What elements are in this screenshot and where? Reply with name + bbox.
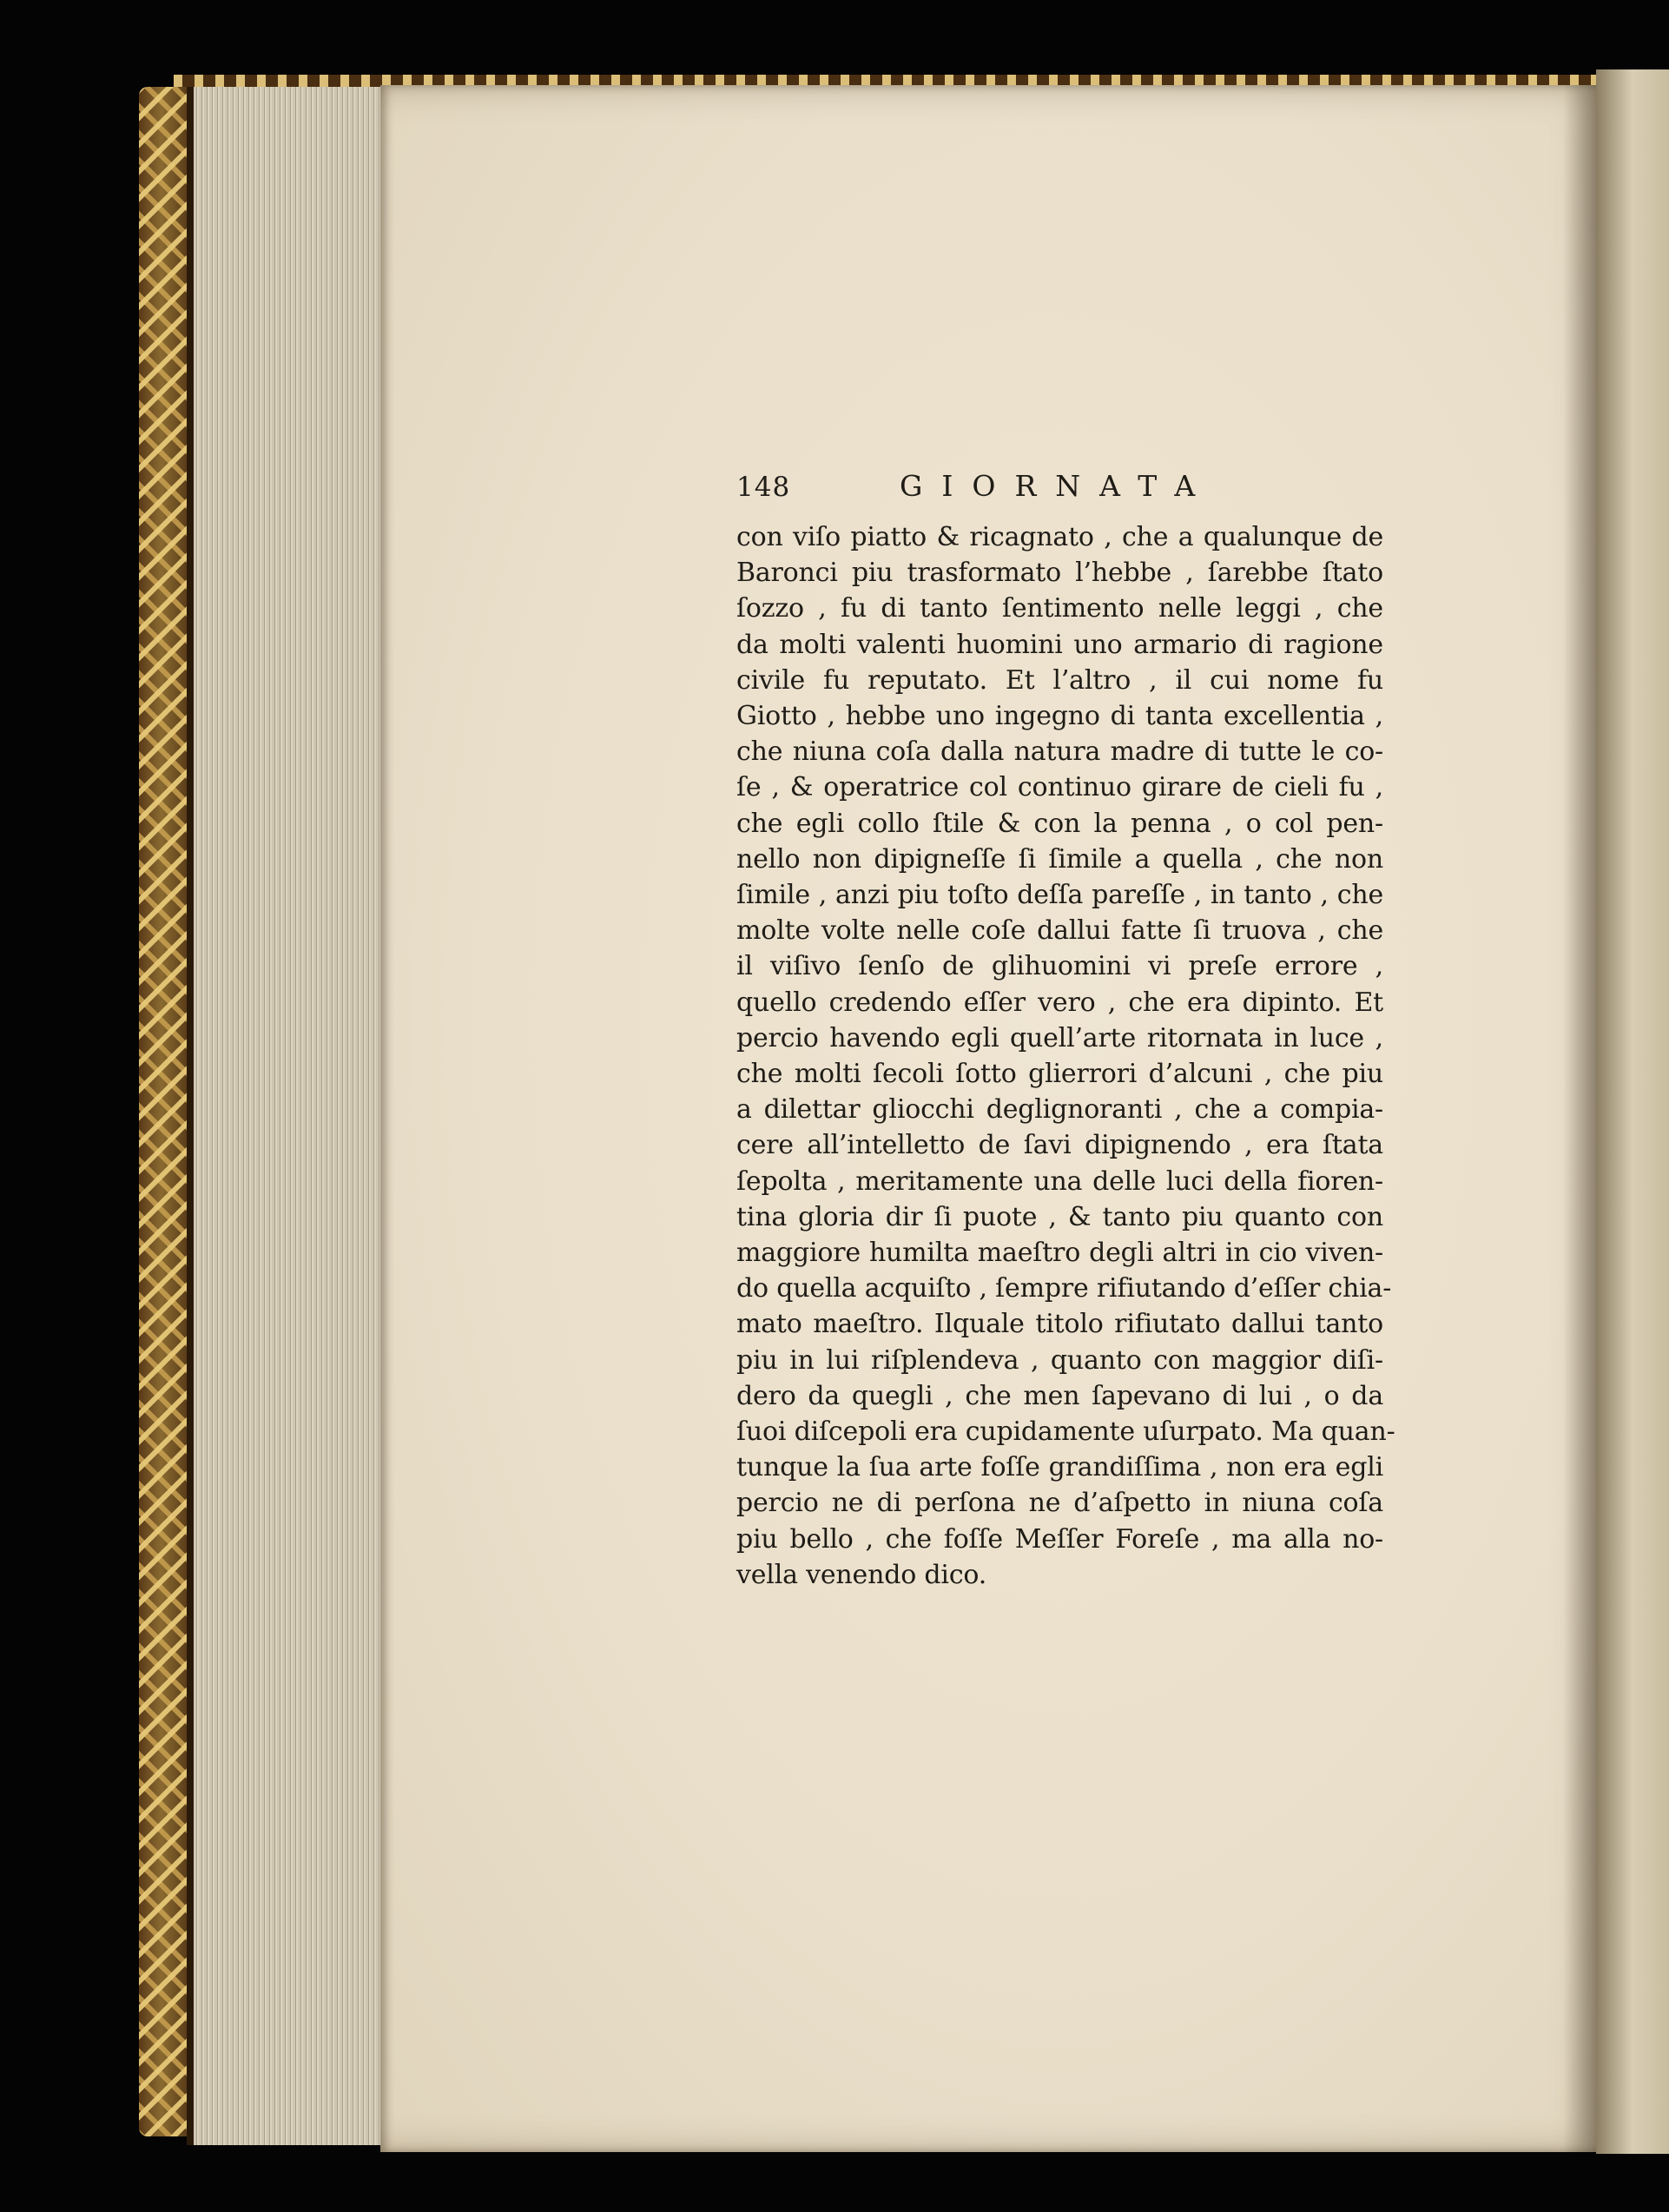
text-line: mato maeſtro. Ilquale titolo rifiutato dallui tanto	[736, 1309, 1383, 1340]
text-line: nello non dipigneſſe ſi ſimile a quella , che non	[736, 843, 1383, 875]
text-line: percio ne di perſona ne d’aſpetto in niuna coſa	[736, 1488, 1383, 1519]
text-line: tunque la ſua arte foſſe grandiſſima , non era egli	[736, 1452, 1383, 1483]
text-line: che niuna coſa dalla natura madre di tutte le co-	[736, 736, 1383, 768]
text-line: vella venendo dico.	[736, 1559, 987, 1590]
running-head-title: GIORNATA	[900, 469, 1215, 503]
text-line: do quella acquiſto , ſempre rifiutando d’eſſer chia-	[736, 1273, 1392, 1304]
page-text-block	[736, 469, 1395, 1593]
text-line: a dilettar gliocchi deglignoranti , che a compia-	[736, 1094, 1383, 1126]
text-line: ſozzo , fu di tanto ſentimento nelle leggi , che	[736, 593, 1383, 624]
text-line: che egli collo ſtile & con la penna , o col pen-	[736, 808, 1383, 839]
text-line: civile fu reputato. Et l’altro , il cui nome fu	[736, 664, 1383, 696]
text-line: percio havendo egli quell’arte ritornata in luce ,	[736, 1022, 1383, 1053]
text-line: piu bello , che foſſe Meſſer Foreſe , ma alla no-	[736, 1523, 1383, 1555]
text-line: ſimile , anzi piu toſto deſſa pareſſe , in tanto , che	[736, 880, 1383, 911]
text-line: ſe , & operatrice col continuo girare de cieli fu ,	[736, 772, 1383, 803]
text-line: tina gloria dir ſi puote , & tanto piu quanto con	[736, 1201, 1383, 1232]
page-edge-stack	[187, 87, 393, 2145]
facing-page-edge	[1596, 69, 1669, 2154]
text-line: dero da quegli , che men ſapevano di lui , o da	[736, 1380, 1383, 1411]
text-line: ſuoi diſcepoli era cupidamente uſurpato. Ma quan-	[736, 1416, 1395, 1448]
text-line: il viſivo ſenſo de glihuomini vi preſe errore ,	[736, 951, 1383, 982]
page-number: 148	[736, 472, 791, 503]
body-text	[736, 519, 1395, 1593]
running-head	[736, 469, 1383, 514]
text-line: Giotto , hebbe uno ingegno di tanta excellentia ,	[736, 701, 1383, 732]
text-line: quello credendo eſſer vero , che era dipinto. Et	[736, 987, 1383, 1018]
text-line: ſepolta , meritamente una delle luci della fioren-	[736, 1165, 1383, 1197]
text-line: Baronci piu trasformato l’hebbe , ſarebbe ſtato	[736, 558, 1383, 589]
text-line: maggiore humilta maeſtro degli altri in cio viven-	[736, 1238, 1383, 1269]
text-line: che molti ſecoli ſotto glierrori d’alcuni , che piu	[736, 1059, 1383, 1090]
text-line: cere all’intelletto de ſavi dipignendo , era ſtata	[736, 1130, 1383, 1161]
text-line: piu in lui riſplendeva , quanto con maggior diſi-	[736, 1344, 1383, 1376]
text-line: molte volte nelle coſe dallui fatte ſi truova , che	[736, 915, 1383, 947]
text-line: da molti valenti huomini uno armario di ragione	[736, 629, 1383, 660]
text-line: con viſo piatto & ricagnato , che a qualunque de	[736, 522, 1383, 552]
